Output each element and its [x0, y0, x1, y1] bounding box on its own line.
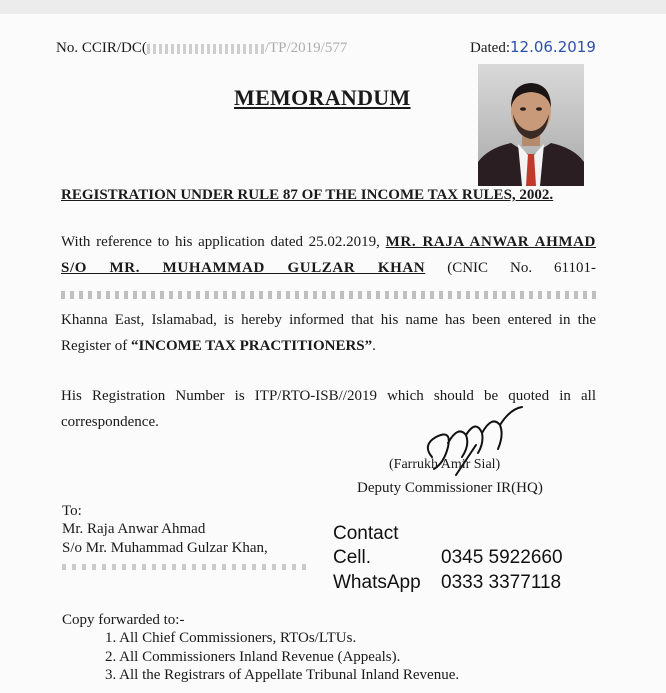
contact-heading: Contact — [333, 523, 399, 544]
signatory-title: Deputy Commissioner IR(HQ) — [357, 480, 543, 496]
date-label: Dated: — [470, 40, 510, 56]
body-paragraph-1 — [61, 229, 596, 359]
whatsapp-number: 0333 3377118 — [441, 572, 562, 593]
paragraph-text: With reference to his application dated 25.02.2019, — [61, 234, 386, 250]
applicant-name: MR. RAJA ANWAR AHMAD S/O MR. MUHAMMAD GULZAR KHAN — [61, 234, 596, 276]
date-line — [470, 38, 596, 57]
recipient-label: To: — [62, 503, 82, 519]
cnic-text: (CNIC No. 61101- — [425, 260, 596, 276]
contact-whatsapp — [333, 572, 562, 594]
recipient-address-redacted — [62, 564, 312, 570]
scan-top-edge — [0, 0, 666, 14]
cell-number: 0345 5922660 — [441, 547, 563, 568]
reference-smudge — [147, 44, 265, 54]
reference-number — [56, 40, 347, 57]
date-value: 12.06.2019 — [509, 38, 596, 56]
signatory-name: (Farrukh Amir Sial) — [389, 457, 501, 472]
recipient-parentage: S/o Mr. Muhammad Gulzar Khan, — [62, 540, 268, 556]
reference-suffix: /TP/2019/577 — [264, 40, 348, 56]
copy-item: 2. All Commissioners Inland Revenue (Appeals). — [105, 649, 401, 665]
person-photo-icon — [478, 64, 584, 186]
register-name: “INCOME TAX PRACTITIONERS” — [130, 338, 373, 354]
paragraph-text-continued: Khanna East, Islamabad, is hereby informed that his name has been entered in the Register of — [61, 312, 596, 354]
recipient-name: Mr. Raja Anwar Ahmad — [62, 521, 206, 537]
copy-item: 1. All Chief Commissioners, RTOs/LTUs. — [105, 630, 357, 646]
passport-photo — [478, 64, 584, 186]
reference-prefix: No. CCIR/DC( — [56, 40, 147, 56]
document-title: MEMORANDUM — [234, 85, 411, 110]
cell-label: Cell. — [333, 547, 372, 568]
redacted-line — [61, 291, 596, 299]
whatsapp-label: WhatsApp — [333, 572, 421, 593]
copy-item: 3. All the Registrars of Appellate Tribunal Inland Revenue. — [105, 667, 460, 683]
paragraph-end: . — [372, 338, 376, 354]
subject-heading: REGISTRATION UNDER RULE 87 OF THE INCOME TAX RULES, 2002. — [61, 187, 554, 203]
contact-cell — [333, 547, 563, 569]
registration-number-suffix: /2019 which should be quoted in all correspondence. — [61, 388, 596, 430]
copy-forwarded-label: Copy forwarded to:- — [62, 612, 185, 628]
registration-number-text: His Registration Number is ITP/RTO-ISB/ — [61, 388, 343, 404]
